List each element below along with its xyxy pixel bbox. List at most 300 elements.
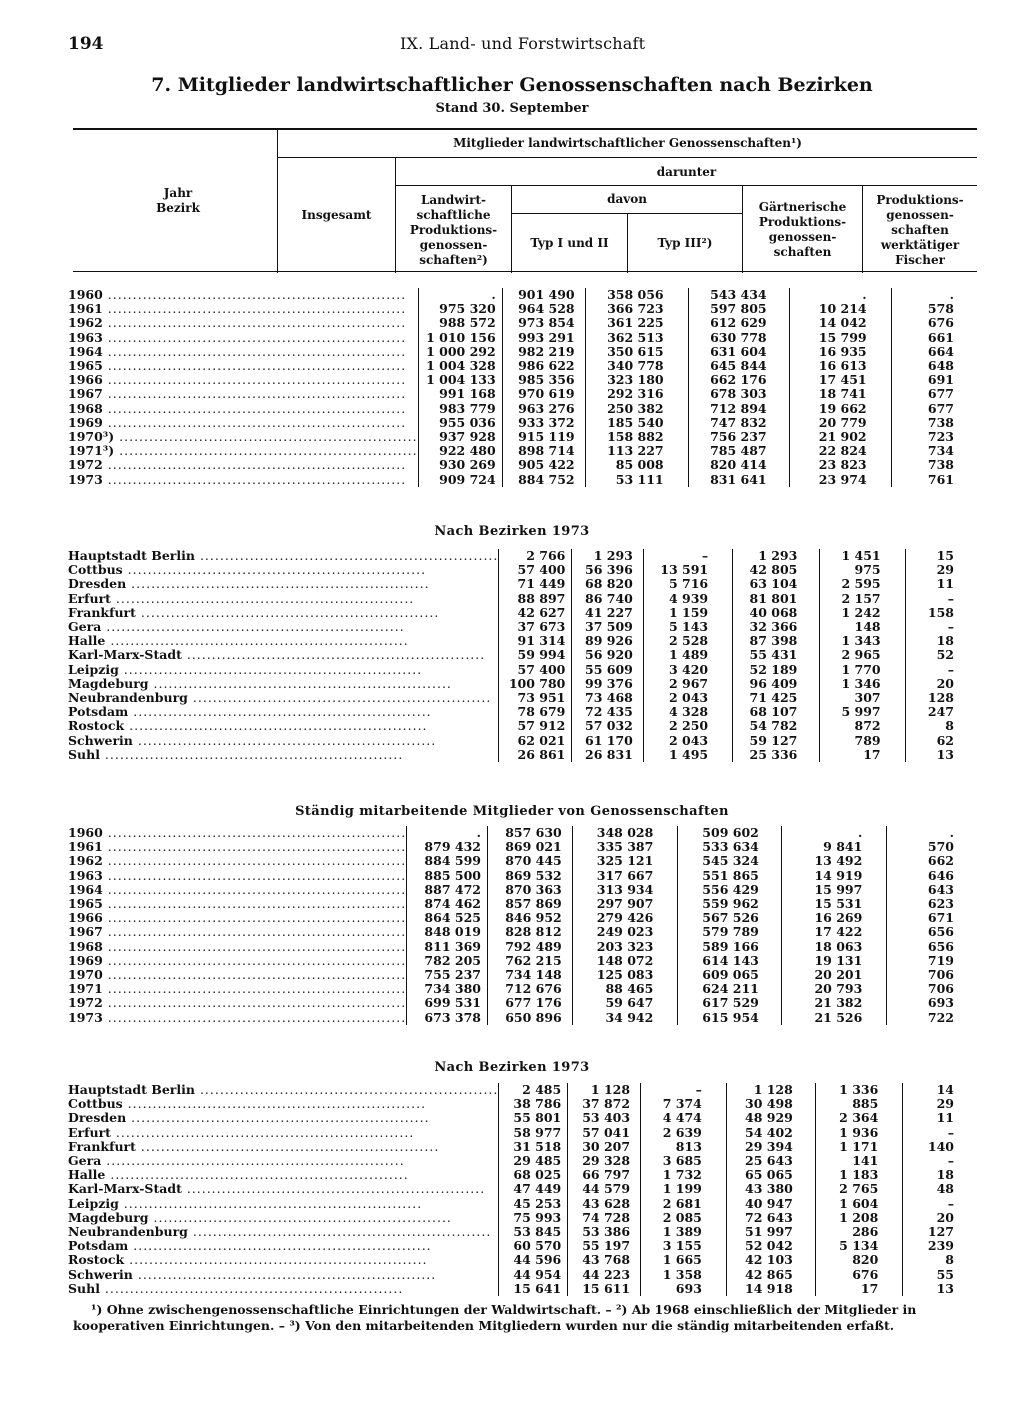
leader-dots: ............................................................ — [102, 996, 407, 1011]
table-cell: . — [891, 288, 978, 302]
row-label-text: 1966 — [68, 373, 103, 388]
table-cell: 62 — [905, 734, 978, 748]
table-cell: 11 — [903, 1111, 978, 1125]
table-cell: 589 166 — [678, 940, 782, 954]
table-row — [68, 316, 978, 330]
row-label-text: 1963 — [68, 868, 103, 883]
table-cell: 20 201 — [781, 968, 886, 982]
table-cell: 54 402 — [726, 1126, 815, 1140]
row-header-label: Jahr Bezirk — [156, 186, 200, 215]
table-cell: 17 — [815, 1282, 902, 1296]
table-cell: 870 363 — [487, 883, 572, 897]
table-cell: 678 303 — [688, 387, 789, 401]
table-cell: 23 974 — [789, 473, 891, 487]
table-cell: 1 346 — [820, 677, 905, 691]
table-cell: 677 176 — [487, 996, 572, 1010]
table-cell: 831 641 — [688, 473, 789, 487]
table-cell: 31 518 — [499, 1140, 568, 1154]
row-label-text: Suhl — [68, 747, 100, 762]
table-cell: 1 000 292 — [418, 345, 502, 359]
table-cell: 1 293 — [733, 549, 820, 563]
table-cell: 4 474 — [641, 1111, 727, 1125]
table-cell: 2 364 — [815, 1111, 902, 1125]
row-label — [68, 996, 407, 1010]
table-cell: 985 356 — [502, 373, 585, 387]
leader-dots: ............................................................ — [102, 359, 407, 374]
table-cell: 664 — [891, 345, 978, 359]
table-cell: 40 947 — [726, 1197, 815, 1211]
leader-dots: ............................................................ — [102, 939, 407, 954]
table-cell: 1 732 — [641, 1168, 727, 1182]
table-cell: 983 779 — [418, 402, 502, 416]
table-cell: 1 358 — [641, 1268, 727, 1282]
table-row — [68, 854, 978, 868]
table-cell: 887 472 — [407, 883, 488, 897]
table-cell: 73 951 — [499, 691, 572, 705]
leader-dots: ............................................................ — [102, 953, 407, 968]
table-cell: 14 919 — [781, 869, 886, 883]
row-label — [68, 1197, 499, 1211]
table-cell: 879 432 — [407, 840, 488, 854]
table-cell: 297 907 — [572, 897, 678, 911]
table-cell: 51 997 — [726, 1225, 815, 1239]
table-cell: 811 369 — [407, 940, 488, 954]
row-label-text: 1965 — [68, 897, 103, 912]
row-label — [68, 473, 418, 487]
table-cell: 22 824 — [789, 444, 891, 458]
table-cell: 719 — [887, 954, 978, 968]
table-cell: – — [643, 549, 732, 563]
leader-dots: ............................................................ — [102, 458, 407, 473]
table-cell: 85 008 — [585, 458, 688, 472]
row-label-text: Hauptstadt Berlin — [68, 549, 195, 563]
table-cell: 325 121 — [572, 854, 678, 868]
table-cell: 597 805 — [688, 302, 789, 316]
leader-dots: ............................................................ — [101, 1154, 405, 1169]
table-cell: 323 180 — [585, 373, 688, 387]
table-cell: 982 219 — [502, 345, 585, 359]
data-table — [68, 826, 978, 1025]
row-label — [68, 577, 499, 591]
table-cell: 113 227 — [585, 444, 688, 458]
row-label — [68, 1111, 499, 1125]
table-cell: 72 435 — [572, 705, 644, 719]
table-cell: 25 643 — [726, 1154, 815, 1168]
table-cell: 61 170 — [572, 734, 644, 748]
table-row — [68, 1211, 978, 1225]
table-cell: 2 085 — [641, 1211, 727, 1225]
table-cell: 14 042 — [789, 316, 891, 330]
table-cell: 869 532 — [487, 869, 572, 883]
row-label — [68, 1011, 407, 1025]
table-cell: 73 468 — [572, 691, 644, 705]
table-cell: 2 528 — [643, 634, 732, 648]
row-label-text: 1964 — [68, 882, 103, 897]
table-cell: 643 — [887, 883, 978, 897]
table-cell: 63 104 — [733, 577, 820, 591]
table-cell: 656 — [887, 925, 978, 939]
leader-dots: ............................................................ — [128, 1239, 432, 1254]
table-cell: 99 376 — [572, 677, 644, 691]
table-cell: 1 199 — [641, 1182, 727, 1196]
table-cell: 86 740 — [572, 592, 644, 606]
table-cell: 762 215 — [487, 954, 572, 968]
table-cell: 43 380 — [726, 1182, 815, 1196]
leader-dots: ............................................................ — [102, 387, 407, 402]
table-row — [68, 458, 978, 472]
table-cell: 19 131 — [781, 954, 886, 968]
table-row — [68, 719, 978, 733]
row-label-text: Frankfurt — [68, 1139, 136, 1154]
table-cell: 65 065 — [726, 1168, 815, 1182]
table-cell: 676 — [891, 316, 978, 330]
table-cell: 20 — [905, 677, 978, 691]
leader-dots: ............................................................ — [102, 472, 407, 487]
table-cell: 17 451 — [789, 373, 891, 387]
table-cell: 671 — [887, 911, 978, 925]
table-cell: 991 168 — [418, 387, 502, 401]
table-cell: 37 872 — [568, 1097, 641, 1111]
table-cell: 71 449 — [499, 577, 572, 591]
table-cell: 756 237 — [688, 430, 789, 444]
leader-dots: ............................................................ — [124, 1253, 428, 1268]
table-cell: – — [903, 1197, 978, 1211]
table-cell: 1 936 — [815, 1126, 902, 1140]
table-cell: 17 422 — [781, 925, 886, 939]
table-cell: 38 786 — [499, 1097, 568, 1111]
leader-dots: ............................................................ — [122, 1097, 427, 1112]
row-label — [68, 563, 499, 577]
row-label — [68, 748, 499, 762]
table-cell: 42 865 — [726, 1268, 815, 1282]
table-cell: 1 665 — [641, 1253, 727, 1267]
row-label — [68, 1211, 499, 1225]
table-row — [68, 345, 978, 359]
table-cell: 48 929 — [726, 1111, 815, 1125]
row-label — [68, 359, 418, 373]
page-number: 194 — [68, 34, 104, 54]
row-label — [68, 1268, 499, 1282]
table-cell: 1 293 — [572, 549, 644, 563]
leader-dots: ............................................................ — [102, 911, 407, 926]
leader-dots: ............................................................ — [110, 1125, 415, 1140]
table-cell: 884 752 — [502, 473, 585, 487]
table-cell: 55 197 — [568, 1239, 641, 1253]
table-cell: 1 208 — [815, 1211, 902, 1225]
row-label-text: Erfurt — [68, 1125, 111, 1140]
table-cell: 53 386 — [568, 1225, 641, 1239]
table-cell: 23 823 — [789, 458, 891, 472]
table-cell: 734 — [891, 444, 978, 458]
table-cell: 20 779 — [789, 416, 891, 430]
table-cell: . — [418, 288, 502, 302]
table-cell: 66 797 — [568, 1168, 641, 1182]
table-cell: 71 425 — [733, 691, 820, 705]
table-row — [68, 648, 978, 662]
table-cell: 307 — [820, 691, 905, 705]
table-cell: 57 400 — [499, 563, 572, 577]
row-label-text: 1963 — [68, 330, 103, 345]
table-cell: 358 056 — [585, 288, 688, 302]
table-cell: 609 065 — [678, 968, 782, 982]
table-cell: 898 714 — [502, 444, 585, 458]
table-cell: 91 314 — [499, 634, 572, 648]
leader-dots: ............................................................ — [194, 549, 499, 563]
row-label-text: Hauptstadt Berlin — [68, 1083, 195, 1097]
table-cell: 21 382 — [781, 996, 886, 1010]
table-cell: 8 — [903, 1253, 978, 1267]
table-cell: 1 336 — [815, 1083, 902, 1097]
table-cell: 43 628 — [568, 1197, 641, 1211]
table-cell: 13 — [903, 1282, 978, 1296]
row-label — [68, 954, 407, 968]
table-cell: 21 526 — [781, 1011, 886, 1025]
table-cell: 43 768 — [568, 1253, 641, 1267]
table-cell: 15 997 — [781, 883, 886, 897]
table-row — [68, 387, 978, 401]
table-cell: 13 — [905, 748, 978, 762]
leader-dots: ............................................................ — [114, 430, 418, 445]
table-cell: 789 — [820, 734, 905, 748]
row-label-text: Cottbus — [68, 563, 123, 578]
table-cell: 15 641 — [499, 1282, 568, 1296]
row-label-text: 1968 — [68, 401, 103, 416]
leader-dots: ............................................................ — [102, 1010, 407, 1025]
table-cell: 955 036 — [418, 416, 502, 430]
table-cell: 885 500 — [407, 869, 488, 883]
table-cell: 533 634 — [678, 840, 782, 854]
table-cell: 53 403 — [568, 1111, 641, 1125]
row-label-text: Gera — [68, 1154, 102, 1169]
table-cell: 53 845 — [499, 1225, 568, 1239]
row-label-text: 1962 — [68, 854, 103, 869]
row-label — [68, 430, 418, 444]
table-cell: 677 — [891, 402, 978, 416]
column-header — [73, 128, 977, 273]
table-cell: 706 — [887, 982, 978, 996]
table-cell: 1 159 — [643, 606, 732, 620]
table-row — [68, 940, 978, 954]
row-label — [68, 1097, 499, 1111]
row-label — [68, 968, 407, 982]
row-label — [68, 316, 418, 330]
table-row — [68, 430, 978, 444]
row-label-text: Magdeburg — [68, 1210, 149, 1225]
footnotes: ¹) Ohne zwischengenossenschaftliche Einrichtungen der Waldwirtschaft. – ²) Ab 1968 einschließlich der Mitglieder in kooperativen Einrichtungen. – ³) Von den mitarbeitenden Mitgliedern wurden nur die ständig mitarbeitenden erfaßt. — [73, 1302, 917, 1333]
leader-dots: ............................................................ — [114, 444, 418, 459]
table-row — [68, 734, 978, 748]
table-cell: 734 148 — [487, 968, 572, 982]
row-label — [68, 288, 418, 302]
table-cell: 29 485 — [499, 1154, 568, 1168]
row-label-text: Schwerin — [68, 1267, 133, 1282]
table-cell: 54 782 — [733, 719, 820, 733]
table-cell: 10 214 — [789, 302, 891, 316]
table-cell: 62 021 — [499, 734, 572, 748]
table-row — [68, 1097, 978, 1111]
section-members-districts — [68, 549, 978, 762]
table-cell: 578 — [891, 302, 978, 316]
table-row — [68, 1011, 978, 1025]
leader-dots: ............................................................ — [102, 373, 407, 388]
table-row — [68, 620, 978, 634]
row-label — [68, 1083, 499, 1097]
table-cell: 60 570 — [499, 1239, 568, 1253]
table-cell: 55 609 — [572, 663, 644, 677]
table-row — [68, 606, 978, 620]
table-cell: 75 993 — [499, 1211, 568, 1225]
leader-dots: ............................................................ — [102, 882, 407, 897]
table-cell: 662 — [887, 854, 978, 868]
table-cell: 30 498 — [726, 1097, 815, 1111]
table-cell: 624 211 — [678, 982, 782, 996]
table-cell: 348 028 — [572, 826, 678, 840]
table-cell: 691 — [891, 373, 978, 387]
col-insgesamt: Insgesamt — [301, 208, 372, 222]
row-label — [68, 648, 499, 662]
leader-dots: ............................................................ — [102, 330, 407, 345]
table-cell: 975 — [820, 563, 905, 577]
row-label-text: Leipzig — [68, 662, 119, 677]
section-permanent-years — [68, 826, 978, 1025]
col-lpg: Landwirt- schaftliche Produktions- genossen- schaften²) — [409, 193, 498, 267]
col-fischer: Produktions- genossen- schaften werktätiger Fischer — [876, 193, 964, 267]
table-row — [68, 996, 978, 1010]
table-cell: 915 119 — [502, 430, 585, 444]
row-label-text: 1960 — [68, 826, 103, 840]
row-label — [68, 719, 499, 733]
table-row — [68, 577, 978, 591]
table-row — [68, 925, 978, 939]
table-cell: 4 939 — [643, 592, 732, 606]
table-row — [68, 1239, 978, 1253]
table-title: 7. Mitglieder landwirtschaftlicher Genossenschaften nach Bezirken — [151, 74, 873, 96]
table-cell: 55 431 — [733, 648, 820, 662]
row-label-text: 1962 — [68, 316, 103, 331]
leader-dots: ............................................................ — [102, 288, 407, 302]
table-cell: 41 227 — [572, 606, 644, 620]
col-typ-3: Typ III²) — [657, 236, 713, 250]
row-label — [68, 373, 418, 387]
table-row — [68, 1282, 978, 1296]
table-cell: 551 865 — [678, 869, 782, 883]
table-cell: 785 487 — [688, 444, 789, 458]
table-cell: 543 434 — [688, 288, 789, 302]
table-cell: 11 — [905, 577, 978, 591]
table-cell: – — [905, 620, 978, 634]
row-label-text: 1970³) — [68, 430, 115, 445]
row-label-text: Dresden — [68, 577, 127, 592]
row-label — [68, 826, 407, 840]
row-label-text: Halle — [68, 1168, 106, 1183]
table-cell: 857 869 — [487, 897, 572, 911]
table-cell: 828 812 — [487, 925, 572, 939]
table-cell: 1 128 — [568, 1083, 641, 1097]
leader-dots: ............................................................ — [102, 854, 407, 869]
table-cell: 53 111 — [585, 473, 688, 487]
row-label-text: 1973 — [68, 472, 103, 487]
table-cell: 313 934 — [572, 883, 678, 897]
table-cell: 2 157 — [820, 592, 905, 606]
table-cell: 366 723 — [585, 302, 688, 316]
table-cell: 18 741 — [789, 387, 891, 401]
table-cell: 292 316 — [585, 387, 688, 401]
table-cell: 68 820 — [572, 577, 644, 591]
table-cell: 88 465 — [572, 982, 678, 996]
table-cell: – — [903, 1154, 978, 1168]
row-label — [68, 897, 407, 911]
table-cell: 32 366 — [733, 620, 820, 634]
table-row — [68, 563, 978, 577]
table-cell: 44 579 — [568, 1182, 641, 1196]
row-label-text: 1971³) — [68, 444, 115, 459]
table-cell: 1 343 — [820, 634, 905, 648]
table-cell: 933 372 — [502, 416, 585, 430]
table-cell: 556 429 — [678, 883, 782, 897]
table-cell: – — [905, 663, 978, 677]
row-label-text: Cottbus — [68, 1097, 123, 1112]
table-cell: 350 615 — [585, 345, 688, 359]
table-cell: 909 724 — [418, 473, 502, 487]
row-label-text: 1973 — [68, 1010, 103, 1025]
table-cell: 29 394 — [726, 1140, 815, 1154]
leader-dots: ............................................................ — [102, 401, 407, 416]
row-label — [68, 1168, 499, 1182]
table-cell: 970 619 — [502, 387, 585, 401]
group-header: Mitglieder landwirtschaftlicher Genossenschaften¹) — [453, 136, 802, 150]
table-cell: 30 207 — [568, 1140, 641, 1154]
table-cell: 44 223 — [568, 1268, 641, 1282]
table-cell: 885 — [815, 1097, 902, 1111]
table-cell: 2 681 — [641, 1197, 727, 1211]
table-cell: 2 043 — [643, 734, 732, 748]
leader-dots: ............................................................ — [132, 1267, 437, 1282]
table-cell: 14 918 — [726, 1282, 815, 1296]
row-label-text: Frankfurt — [68, 605, 136, 620]
leader-dots: ............................................................ — [102, 868, 407, 883]
leader-dots: ............................................................ — [187, 1225, 492, 1240]
table-cell: 712 894 — [688, 402, 789, 416]
table-cell: 813 — [641, 1140, 727, 1154]
table-cell: 17 — [820, 748, 905, 762]
table-cell: 646 — [887, 869, 978, 883]
row-label — [68, 663, 499, 677]
table-cell: – — [641, 1083, 727, 1097]
table-cell: 792 489 — [487, 940, 572, 954]
table-cell: 125 083 — [572, 968, 678, 982]
table-cell: 29 328 — [568, 1154, 641, 1168]
table-cell: 140 — [903, 1140, 978, 1154]
table-cell: 2 765 — [815, 1182, 902, 1196]
table-cell: 975 320 — [418, 302, 502, 316]
table-row — [68, 968, 978, 982]
table-cell: 570 — [887, 840, 978, 854]
darunter-header: darunter — [656, 165, 717, 179]
table-row — [68, 402, 978, 416]
row-label — [68, 416, 418, 430]
table-row — [68, 373, 978, 387]
table-cell: 44 954 — [499, 1268, 568, 1282]
davon-header: davon — [607, 192, 647, 206]
table-cell: 239 — [903, 1239, 978, 1253]
table-cell: 362 513 — [585, 331, 688, 345]
row-label-text: 1972 — [68, 458, 103, 473]
row-label-text: Rostock — [68, 1253, 125, 1268]
table-cell: 72 643 — [726, 1211, 815, 1225]
row-label — [68, 1154, 499, 1168]
table-cell: 1 128 — [726, 1083, 815, 1097]
table-row — [68, 982, 978, 996]
